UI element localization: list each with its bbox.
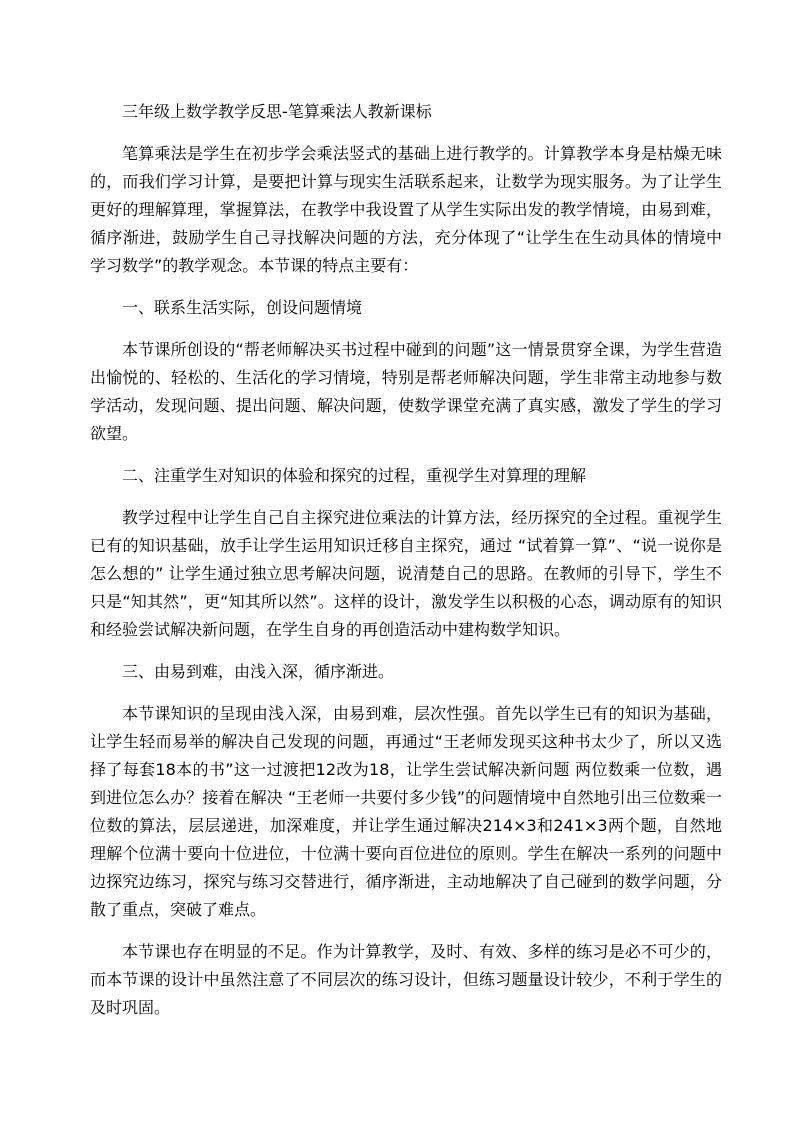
section-heading-3: 三、由易到难，由浅入深，循序渐进。 <box>122 662 395 681</box>
document-body <box>90 98 722 1022</box>
paragraph-section-3: 本节课知识的呈现由浅入深，由易到难，层次性强。首先以学生已有的知识为基础，让学生轻而易举的解决自己发现的问题，再通过“王老师发现买这种书太少了，所以又选择了每套18本的书”这一过渡把12改为18，让学生尝试解决新问题 两位数乘一位数，遇到进位怎么办？接着在解决 “王老师一共要付多少钱”的问题情境中自然地引出三位数乘一位数的算法，层层递进，加深难度，并让学生通过解决214×3和241×3两个题，自然地理解个位满十要向十位进位，十位满十要向百位进位的原则。学生在解决一系列的问题中边探究边练习，探究与练习交替进行，循序渐进，主动地解决了自己碰到的数学问题，分散了重点，突破了难点。 <box>90 704 722 919</box>
section-heading-1: 一、联系生活实际，创设问题情境 <box>122 298 363 317</box>
document-title: 三年级上数学教学反思-笔算乘法人教新课标 <box>122 102 432 121</box>
paragraph-intro: 笔算乘法是学生在初步学会乘法竖式的基础上进行教学的。计算教学本身是枯燥无味的，而我们学习计算，是要把计算与现实生活联系起来，让数学为现实服务。为了让学生更好的理解算理，掌握算法，在教学中我设置了从学生实际出发的教学情境，由易到难，循序渐进，鼓励学生自己寻找解决问题的方法，充分体现了“让学生在生动具体的情境中学习数学”的教学观念。本节课的特点主要有： <box>90 144 722 275</box>
paragraph-section-1: 本节课所创设的“帮老师解决买书过程中碰到的问题”这一情景贯穿全课，为学生营造出愉悦的、轻松的、生活化的学习情境，特别是帮老师解决问题，学生非常主动地参与数学活动，发现问题、提出问题、解决问题，使数学课堂充满了真实感，激发了学生的学习欲望。 <box>90 340 722 443</box>
paragraph-section-2: 教学过程中让学生自己自主探究进位乘法的计算方法，经历探究的全过程。重视学生已有的知识基础，放手让学生运用知识迁移自主探究，通过 “试着算一算”、“说一说你是怎么想的” 让学生通过独立思考解决问题，说清楚自己的思路。在教师的引导下，学生不只是“知其然”，更“知其所以然”。这样的设计，激发学生以积极的心态，调动原有的知识和经验尝试解决新问题，在学生自身的再创造活动中建构数学知识。 <box>90 508 722 639</box>
paragraph-conclusion: 本节课也存在明显的不足。作为计算教学，及时、有效、多样的练习是必不可少的，而本节课的设计中虽然注意了不同层次的练习设计，但练习题量设计较少，不利于学生的及时巩固。 <box>90 942 722 1017</box>
section-heading-2: 二、注重学生对知识的体验和探究的过程，重视学生对算理的理解 <box>122 466 587 485</box>
